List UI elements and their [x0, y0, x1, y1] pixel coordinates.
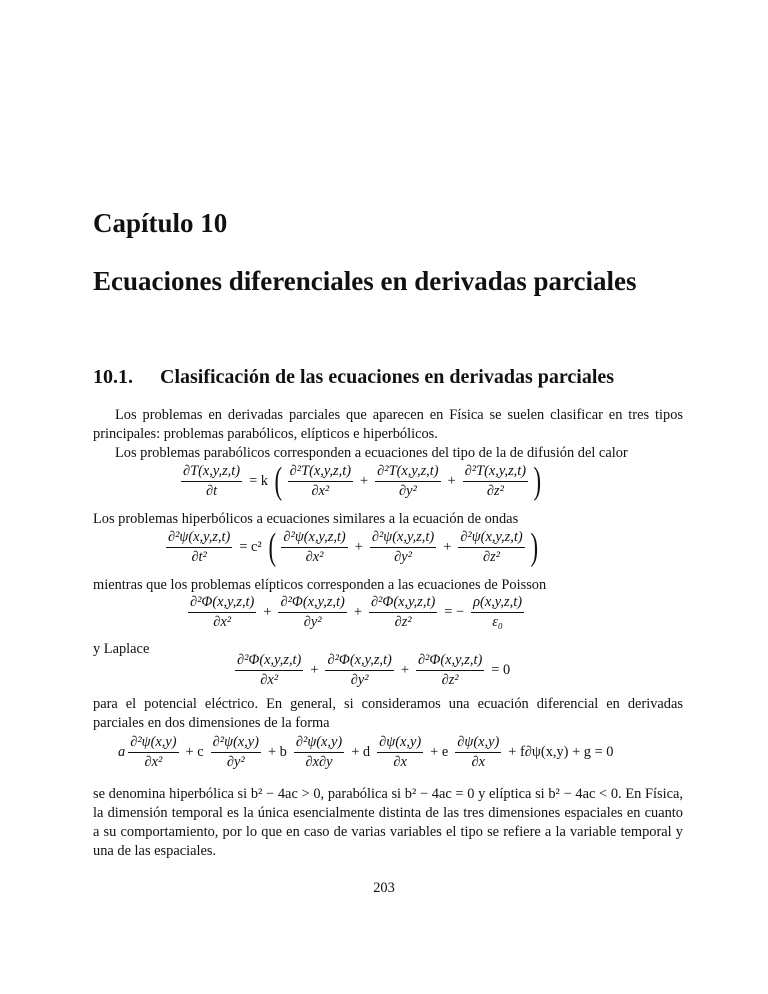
- chapter-label: Capítulo 10: [93, 208, 228, 238]
- equation-wave: $\frac{\text{∂²ψ(x,y,z,t)}}{\text{∂t²}}$ = c² ( $\frac{\text{∂²ψ(x,y,z,t)}}{\text{∂x²}}$ + $\frac{\text{∂²ψ(x,y,z,t)}}{\text{∂y²}}$ + $\frac{\text{∂²ψ(x,y,z,t)}}{\text{∂z²}}$ ): [168, 526, 538, 568]
- equation-general: a $\frac{\text{∂²ψ(x,y)}}{\text{∂x²}}$ + c $\frac{\text{∂²ψ(x,y)}}{\text{∂y²}}$ + b $\frac{\text{∂²ψ(x,y)}}{\partial x\partial y}$ + d $\frac{\partial\psi(x,y)}{\partial x}$ + e $\frac{\partial\psi(x,y)}{\partial x}$ + f∂ψ(x,y) + g = 0: [118, 734, 614, 770]
- left-paren: (: [274, 460, 283, 502]
- paragraph-elliptic: mientras que los problemas elípticos corresponden a las ecuaciones de Poisson: [93, 577, 547, 593]
- equation-poisson: $\frac{\text{∂²Φ(x,y,z,t)}}{\text{∂x²}}$ + $\frac{\text{∂²Φ(x,y,z,t)}}{\text{∂y²}}$ + $\frac{\text{∂²Φ(x,y,z,t)}}{\text{∂z²}}$ = − $\frac{\rho(x,y,z,t)}{\text{ε₀}}$: [190, 594, 522, 630]
- left-paren: (: [268, 526, 276, 568]
- right-paren: ): [530, 526, 538, 568]
- paragraph-hyperbolic: Los problemas hiperbólicos a ecuaciones similares a la ecuación de ondas: [93, 511, 519, 527]
- paragraph-general: para el potencial eléctrico. En general, si consideramos una ecuación diferencial en derivadas parciales en dos dimensiones de la forma: [93, 696, 683, 731]
- equation-laplace: $\frac{\text{∂²Φ(x,y,z,t)}}{\text{∂x²}}$ + $\frac{\text{∂²Φ(x,y,z,t)}}{\text{∂y²}}$ + $\frac{\text{∂²Φ(x,y,z,t)}}{\text{∂z²}}$ = 0: [237, 652, 511, 688]
- paragraph-intro: Los problemas en derivadas parciales que aparecen en Física se suelen clasificar en tres tipos principales: problemas parabólicos, elípticos e hiperbólicos.: [93, 407, 683, 442]
- fraction: $\frac{\partial T(x,y,z,t)}{\partial t}$: [183, 462, 241, 499]
- section-heading: [93, 366, 614, 389]
- page-number: 203: [373, 880, 395, 896]
- equation-heat: $\frac{\partial T(x,y,z,t)}{\partial t}$ = k ( $\frac{\text{∂²T(x,y,z,t)}}{\text{∂x²}}$ + $\frac{\text{∂²T(x,y,z,t)}}{\text{∂y²}}$ + $\frac{\text{∂²T(x,y,z,t)}}{\text{∂z²}}$ ): [183, 460, 542, 502]
- chapter-title: Ecuaciones diferenciales en derivadas parciales: [93, 266, 637, 296]
- paragraph-parabolic: Los problemas parabólicos corresponden a ecuaciones del tipo de la de difusión del calor: [115, 445, 628, 461]
- paragraph-classification: se denomina hiperbólica si b² − 4ac > 0, parabólica si b² − 4ac = 0 y elíptica si b² − 4ac < 0. En Física, la dimensión temporal es la única esencialmente distinta de las tres dimensiones espaciales en cuanto a su comportamiento, por lo que en caso de varias variables el tipo se refiere a la variable temporal y una de las espaciales.: [93, 786, 683, 859]
- section-title: Clasificación de las ecuaciones en derivadas parciales: [160, 366, 615, 388]
- paragraph-laplace-intro: y Laplace: [93, 641, 150, 657]
- right-paren: ): [533, 460, 542, 502]
- section-number: 10.1.: [93, 366, 133, 388]
